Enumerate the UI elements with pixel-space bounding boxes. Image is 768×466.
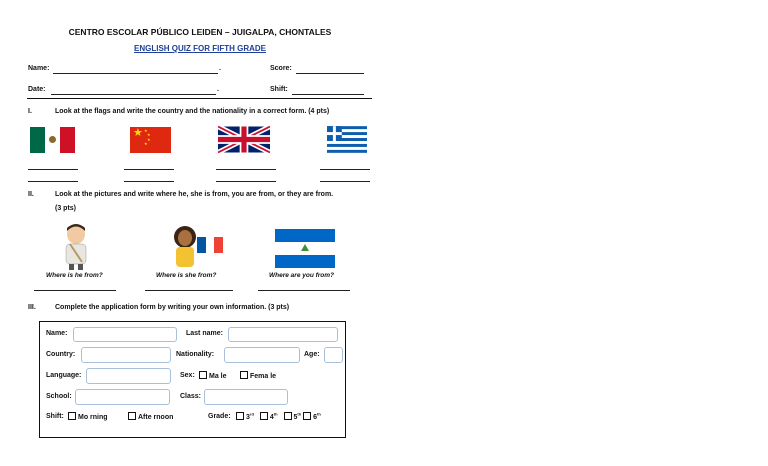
shift-label: Shift: bbox=[270, 86, 288, 93]
question-he: Where is he from? bbox=[46, 272, 103, 279]
answer-she-blank[interactable] bbox=[145, 290, 233, 291]
form-class-label: Class: bbox=[180, 393, 202, 400]
morning-checkbox[interactable] bbox=[68, 412, 76, 420]
score-blank[interactable] bbox=[296, 73, 364, 74]
section2-points: (3 pts) bbox=[55, 205, 76, 212]
greece-flag bbox=[327, 126, 367, 153]
section2-instruction: Look at the pictures and write where he, she is from, you are from, or they are from. bbox=[55, 191, 334, 198]
form-last-name-input[interactable] bbox=[228, 327, 338, 342]
shift-blank[interactable] bbox=[292, 94, 364, 95]
form-last-name-label: Last name: bbox=[186, 330, 223, 337]
male-checkbox[interactable] bbox=[199, 371, 207, 379]
form-language-input[interactable] bbox=[86, 368, 171, 384]
nicaragua-flag bbox=[275, 229, 335, 268]
form-male-option[interactable]: Ma le bbox=[199, 371, 227, 380]
question-she: Where is she from? bbox=[156, 272, 217, 279]
form-language-label: Language: bbox=[46, 372, 82, 379]
form-nationality-input[interactable] bbox=[224, 347, 300, 363]
grade-6-option[interactable]: 6th bbox=[303, 414, 321, 421]
grade-5-option[interactable]: 5th bbox=[284, 414, 302, 421]
grade-5-checkbox[interactable] bbox=[284, 412, 292, 420]
grade-4-checkbox[interactable] bbox=[260, 412, 268, 420]
grade-6-checkbox[interactable] bbox=[303, 412, 311, 420]
section1-instruction: Look at the flags and write the country and the nationality in a correct form. (4 pts) bbox=[55, 108, 330, 115]
grade-3-checkbox[interactable] bbox=[236, 412, 244, 420]
name-label: Name: bbox=[28, 65, 50, 72]
form-nationality-label: Nationality: bbox=[176, 351, 215, 358]
section3-instruction: Complete the application form by writing your own information. (3 pts) bbox=[55, 304, 290, 311]
flag4-country-blank[interactable] bbox=[320, 169, 370, 170]
form-age-label: Age: bbox=[304, 351, 320, 358]
flag4-nationality-blank[interactable] bbox=[320, 181, 370, 182]
form-grade-label: Grade: bbox=[208, 413, 231, 420]
form-morning-option[interactable]: Mo rning bbox=[68, 412, 108, 421]
flag3-country-blank[interactable] bbox=[216, 169, 276, 170]
china-flag: ★ ★ ★ ★ ★ bbox=[130, 127, 171, 153]
form-school-label: School: bbox=[46, 393, 72, 400]
school-title: CENTRO ESCOLAR PÚBLICO LEIDEN – JUIGALPA, CHONTALES bbox=[68, 27, 332, 37]
section2-number: II. bbox=[28, 191, 34, 198]
flag3-nationality-blank[interactable] bbox=[216, 181, 276, 182]
date-blank[interactable] bbox=[51, 94, 216, 95]
form-class-input[interactable] bbox=[204, 389, 288, 405]
question-you: Where are you from? bbox=[269, 272, 335, 279]
flag2-country-blank[interactable] bbox=[124, 169, 174, 170]
section3-number: III. bbox=[28, 304, 36, 311]
france-flag bbox=[197, 237, 223, 253]
form-sex-label: Sex: bbox=[180, 372, 195, 379]
grade-4-option[interactable]: 4th bbox=[260, 414, 278, 421]
answer-you-blank[interactable] bbox=[258, 290, 350, 291]
female-checkbox[interactable] bbox=[240, 371, 248, 379]
header-divider bbox=[27, 98, 372, 99]
mexico-flag bbox=[30, 127, 75, 153]
form-age-input[interactable] bbox=[324, 347, 343, 363]
section1-number: I. bbox=[28, 108, 32, 115]
application-form bbox=[39, 321, 346, 438]
flag2-nationality-blank[interactable] bbox=[124, 181, 174, 182]
form-name-input[interactable] bbox=[73, 327, 177, 342]
date-label: Date: bbox=[28, 86, 46, 93]
form-female-option[interactable]: Fema le bbox=[240, 371, 276, 380]
form-country-label: Country: bbox=[46, 351, 76, 358]
name-blank[interactable] bbox=[53, 73, 218, 74]
form-shift-label: Shift: bbox=[46, 413, 64, 420]
name-dot: . bbox=[219, 65, 221, 72]
form-grade-options bbox=[236, 412, 321, 421]
date-dot: . bbox=[217, 86, 219, 93]
flag1-nationality-blank[interactable] bbox=[28, 181, 78, 182]
form-country-input[interactable] bbox=[81, 347, 171, 363]
answer-he-blank[interactable] bbox=[34, 290, 116, 291]
boy-picture bbox=[56, 222, 96, 270]
flag1-country-blank[interactable] bbox=[28, 169, 78, 170]
grade-3-option[interactable]: 3rd bbox=[236, 414, 254, 421]
girl-picture bbox=[170, 226, 200, 270]
afternoon-checkbox[interactable] bbox=[128, 412, 136, 420]
form-afternoon-option[interactable]: Afte rnoon bbox=[128, 412, 173, 421]
score-label: Score: bbox=[270, 65, 292, 72]
quiz-title: ENGLISH QUIZ FOR FIFTH GRADE bbox=[134, 44, 266, 53]
form-name-label: Name: bbox=[46, 330, 68, 337]
form-school-input[interactable] bbox=[75, 389, 170, 405]
uk-flag bbox=[218, 126, 270, 153]
